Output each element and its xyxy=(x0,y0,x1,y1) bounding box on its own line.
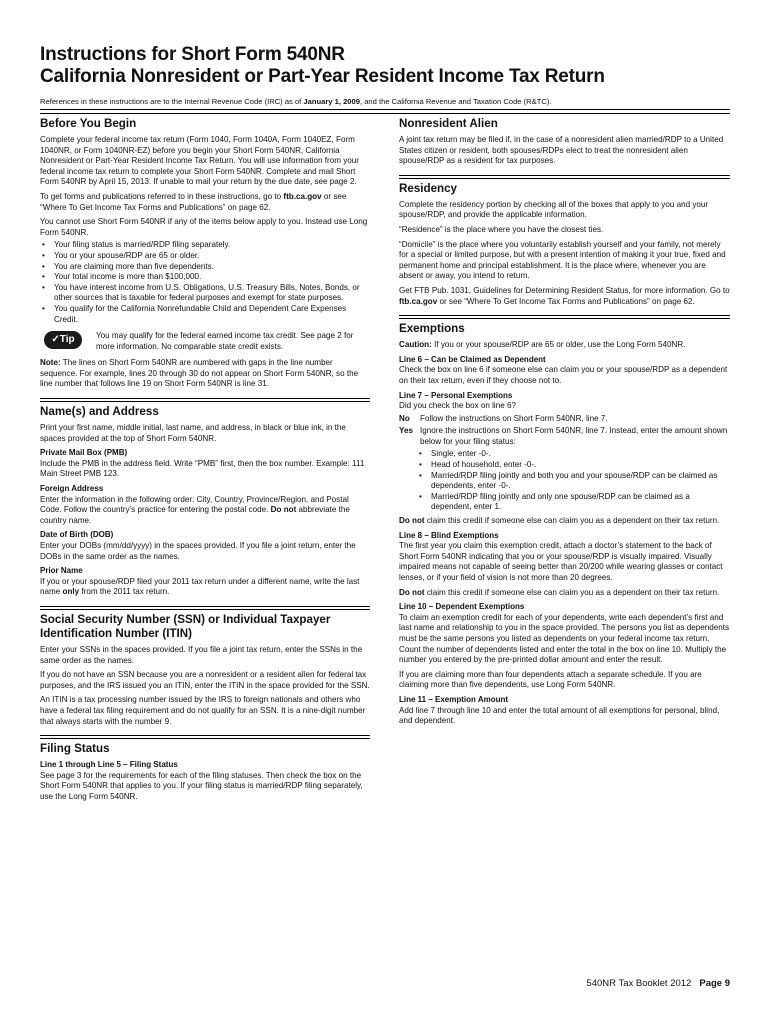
subheading: Line 7 – Personal Exemptions xyxy=(399,390,513,400)
subheading: Line 10 – Dependent Exemptions xyxy=(399,602,525,612)
bullet-list xyxy=(40,240,370,325)
tip-text: You may qualify for the federal earned income tax credit. See page 2 for more information. No comparable state credit exists. xyxy=(96,331,354,351)
title-line-1: Instructions for Short Form 540NR xyxy=(40,44,345,65)
reference-line xyxy=(40,97,740,106)
text: or see “Where To Get Income Tax Forms and Publications” on page 62. xyxy=(437,296,695,306)
list-item: • Your total income is more than $100,000. xyxy=(54,272,370,283)
tip-box xyxy=(40,331,370,352)
section-heading: Residency xyxy=(399,181,457,195)
note-paragraph xyxy=(40,358,370,390)
paragraph xyxy=(399,516,730,527)
paragraph: “Residence” is the place where you have the closest ties. xyxy=(399,224,604,234)
paragraph: If you do not have an SSN because you are a nonresident or a resident alien for federal tax purposes, and the IRS issued you an ITIN, enter the ITIN in the space provided for the SSN. xyxy=(40,670,370,690)
paragraph: See page 3 for the requirements for each of the filing statuses. Then check the box on the Short Form 540NR that applies to you. If your filing status is married/RDP filing separately, use the Long Form 540NR. xyxy=(40,770,363,801)
website-link[interactable]: ftb.ca.gov xyxy=(283,191,322,201)
section-nonresident-alien xyxy=(399,114,730,167)
paragraph: Enter your SSNs in the spaces provided. If you file a joint tax return, enter the SSNs in the same order as the names. xyxy=(40,644,363,665)
subheading: Prior Name xyxy=(40,566,83,576)
booklet-label: 540NR Tax Booklet 2012 xyxy=(586,978,692,989)
text: abbreviate the country name. xyxy=(40,505,350,525)
answer-key: No xyxy=(399,413,410,423)
list-item: • Married/RDP filing jointly and both you and your spouse/RDP can be claimed as dependents, enter -0-. xyxy=(431,471,730,492)
section-residency xyxy=(399,179,730,307)
paragraph: Check the box on line 6 if someone else can claim you or your spouse/RDP as a dependent on their tax return, even if they choose not to. xyxy=(399,365,728,385)
emphasis: Do not xyxy=(399,516,425,526)
emphasis: only xyxy=(62,587,80,597)
paragraph xyxy=(399,588,730,599)
page-title xyxy=(40,44,740,88)
section-ssn-itin xyxy=(40,610,370,727)
website-link[interactable]: ftb.ca.gov xyxy=(399,296,438,306)
section-heading: Before You Begin xyxy=(40,117,137,130)
answer-yes xyxy=(399,426,730,447)
answer-no xyxy=(399,414,730,425)
list-item: • You are claiming more than five dependents. xyxy=(54,262,370,273)
answer-key: Yes xyxy=(399,426,413,436)
list-item: • You or your spouse/RDP are 65 or older. xyxy=(54,251,370,262)
section-heading: Name(s) and Address xyxy=(40,405,159,419)
list-item: • Head of household, enter -0-. xyxy=(431,460,730,471)
page-number: Page 9 xyxy=(699,978,730,989)
text: or see “Where To Get Income Tax Forms and Publications” on page 62. xyxy=(40,191,347,212)
section-heading: Social Security Number (SSN) or Individual Taxpayer Identification Number (ITIN) xyxy=(40,612,331,640)
section-exemptions xyxy=(399,319,730,727)
title-line-2: California Nonresident or Part-Year Resident Income Tax Return xyxy=(40,66,605,87)
answer-text: Ignore the instructions on Short Form 540NR, line 7. Instead, enter the amount shown below for your filing status: xyxy=(420,426,728,446)
paragraph xyxy=(40,192,370,213)
text: Get FTB Pub. 1031, Guidelines for Determining Resident Status, for more information. Go to xyxy=(399,285,730,295)
list-item: • Your filing status is married/RDP filing separately. xyxy=(54,240,370,251)
section-before-you-begin xyxy=(40,114,370,390)
caution-paragraph xyxy=(399,340,730,351)
paragraph: The first year you claim this exemption credit, attach a doctor’s statement to the back of Short Form 540NR indicating that you or your spouse/RDP is visually impaired. Visually impaired means not capable of seeing better than 20/200 while wearing glasses or contact lenses, or if your field of vision is not more than 20 degrees. xyxy=(399,541,723,582)
answer-text: Follow the instructions on Short Form 540NR, line 7. xyxy=(420,413,608,423)
text: claim this credit if someone else can claim you as a dependent on their tax return. xyxy=(424,587,720,597)
bullet-list xyxy=(399,449,730,513)
list-item: • Single, enter -0-. xyxy=(431,449,730,460)
reference-date: January 1, 2009 xyxy=(303,97,360,106)
section-filing-status xyxy=(40,739,370,802)
list-item: • You qualify for the California Nonrefundable Child and Dependent Care Expenses Credit. xyxy=(54,304,370,325)
paragraph: Print your first name, middle initial, last name, and address, in black or blue ink, in the spaces provided at the top of Short Form 540NR. xyxy=(40,423,346,443)
section-heading: Exemptions xyxy=(399,322,465,336)
paragraph: You cannot use Short Form 540NR if any of the items below apply to you. Instead use Long Form 540NR. xyxy=(40,217,368,237)
subheading: Private Mail Box (PMB) xyxy=(40,448,128,458)
reference-text: References in these instructions are to the Internal Revenue Code (IRC) as of xyxy=(40,97,304,106)
reference-text-end: , and the California Revenue and Taxation Code (R&TC). xyxy=(359,97,552,106)
paragraph: Add line 7 through line 10 and enter the total amount of all exemptions for personal, blind, and dependent. xyxy=(399,705,720,726)
left-column xyxy=(40,114,370,811)
list-item: • You have interest income from U.S. Obligations, U.S. Treasury Bills, Notes, Bonds, or other sources that is taxable for federal purposes and exempt for state purposes. xyxy=(54,283,370,304)
right-column xyxy=(399,114,730,735)
paragraph: Enter your DOBs (mm/dd/yyyy) in the spaces provided. If you file a joint return, enter the DOBs in the same order as the names. xyxy=(40,541,356,561)
subheading: Line 11 – Exemption Amount xyxy=(399,694,509,704)
subheading: Line 1 through Line 5 – Filing Status xyxy=(40,760,178,770)
text: from the 2011 tax return. xyxy=(79,587,170,597)
paragraph xyxy=(399,286,730,307)
paragraph: To claim an exemption credit for each of your dependents, write each dependent’s first and last name and relationship to you in the space provided. The persons you list as dependents must be the same persons you listed as dependents on your federal income tax return. Count the number of dependents listed and enter the total in the box on line 10. Multiply the number you entered by the pre-printed dollar amount and enter the result. xyxy=(399,612,730,665)
paragraph: “Domicile” is the place where you voluntarily establish yourself and your family, not merely for a special or limited purpose, but with a present intention of making it your true, fixed and permanent home and principal establishment. It is the place where, whenever you are absent or away, you intend to return. xyxy=(399,239,726,281)
subheading: Date of Birth (DOB) xyxy=(40,530,114,540)
paragraph: An ITIN is a tax processing number issued by the IRS to foreign nationals and others who have a federal tax filing requirement and do not qualify for an SSN. It is a nine-digit number that always starts with the number 9. xyxy=(40,695,366,726)
section-heading: Nonresident Alien xyxy=(399,117,498,130)
tip-badge-icon: ✓Tip xyxy=(44,331,82,349)
text: To get forms and publications referred to in these instructions, go to xyxy=(40,191,284,201)
subheading: Foreign Address xyxy=(40,484,104,494)
text: If you or your spouse/RDP are 65 or older, use the Long Form 540NR. xyxy=(431,340,686,350)
paragraph: A joint tax return may be filed if, in the case of a nonresident alien married/RDP to a United States citizen or resident, both spouses/RDPs elect to treat the nonresident alien spouse/RDP as a resident for tax purposes. xyxy=(399,135,724,166)
paragraph: Complete your federal income tax return (Form 1040, Form 1040A, Form 1040EZ, Form 1040NR, or Form 1040NR-EZ) before you begin your Short Form 540NR, California Nonresident or Part-Year Resident Income Tax Return. You will use information from your federal income tax return to complete your Short Form 540NR. Complete and mail Short Form 540NR by April 15, 2013. If unable to mail your return by the due date, see page 2. xyxy=(40,135,359,187)
subheading: Line 6 – Can be Claimed as Dependent xyxy=(399,354,546,364)
list-item: • Married/RDP filing jointly and only one spouse/RDP can be claimed as a dependent, enter 1. xyxy=(431,492,730,513)
paragraph: Include the PMB in the address field. Write “PMB” first, then the box number. Example: 111 Main Street PMB 123. xyxy=(40,458,365,479)
paragraph xyxy=(40,495,370,527)
caution-label: Caution: xyxy=(399,340,432,350)
section-names-address xyxy=(40,402,370,598)
note-label: Note: xyxy=(40,358,61,368)
subheading: Line 8 – Blind Exemptions xyxy=(399,530,499,540)
text: If you or your spouse/RDP filed your 2011 tax return under a different name, write the last name xyxy=(40,576,360,597)
paragraph: Did you check the box on line 6? xyxy=(399,401,516,411)
emphasis: Do not xyxy=(399,587,425,597)
text: Enter the information in the following order: City, Country, Province/Region, and Postal Code. Follow the country’s practice for entering the postal code. xyxy=(40,494,349,515)
paragraph: Complete the residency portion by checking all of the boxes that apply to you and your spouse/RDP, and provide the applicable information. xyxy=(399,199,709,220)
paragraph xyxy=(40,577,370,598)
note-text: The lines on Short Form 540NR are numbered with gaps in the line number sequence. For example, lines 20 through 30 do not appear on Short Form 540NR, so the line number that follows line 19 on Short Form 540NR is line 31. xyxy=(40,358,359,389)
text: claim this credit if someone else can claim you as a dependent on their tax return. xyxy=(424,516,720,526)
emphasis: Do not xyxy=(270,505,297,515)
paragraph: If you are claiming more than four dependents attach a separate schedule. If you are claiming more than five dependents, use Long Form 540NR. xyxy=(399,669,702,690)
page-footer xyxy=(520,978,730,989)
section-heading: Filing Status xyxy=(40,742,110,756)
